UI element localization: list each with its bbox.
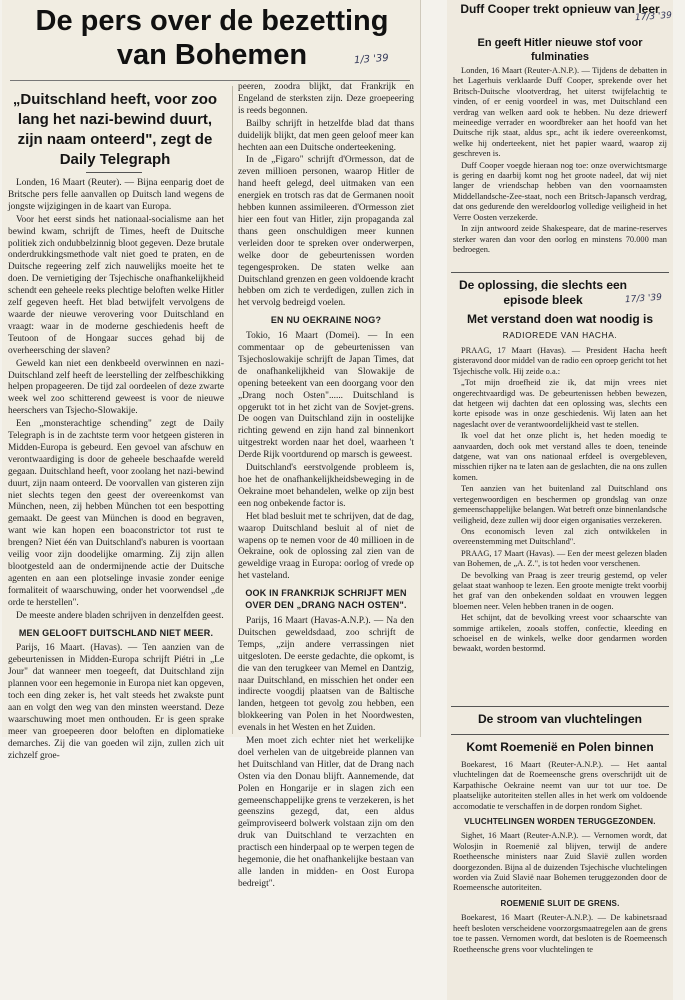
paragraph: Parijs, 16 Maart (Havas-A.N.P.). — Na den Duitschen geweldsdaad, zoo schrijft de Temps, „zijn andere verrassingen niet uitgesloten. De eerste gedachte, die opkomt, is die van den terugkeer van Memel en Dantzig, naar Duitschland, en misschien het onder een indirecte voogdij plaatsen van de Baltische landen, hetgeen tot gevolg zou hebben, een blokkeering van Polen in het Noordwesten, evenals in het Westen en het Zuiden. <box>238 615 414 734</box>
duff-cooper-body <box>453 66 667 262</box>
paragraph: PRAAG, 17 Maart (Havas). — President Hacha heeft gisteravond door middel van de radio een oproep gericht tot het Tsjechische volk. Hij zeide o.a.: <box>453 346 667 376</box>
section-heading: EN NU OEKRAINE NOG? <box>270 315 382 326</box>
paragraph: Londen, 16 Maart (Reuter-A.N.P.). — Tijdens de debatten in het Lagerhuis verklaarde Duff Cooper, sprekende over het Britsch-Duitsche vlootverdrag, het uiterst twijfelachtig te vinden, of er eenig voordeel in was, met Duitschland een verdrag van welken aard ook te hebben. Nu deze driewerf meineedige verrader en woordbreker aan het hoofd van het Duitsche rijk staat, aldus spr., acht ik iedere overeenkomst, welke hij onderteekent, niet het papier waard, waarop zij geschreven is. <box>453 66 667 159</box>
paragraph: Ons economisch leven zal zich ontwikkelen in overeenstemming met Duitschland". <box>453 526 667 547</box>
paragraph: In de „Figaro" schrijft d'Ormesson, dat de zeven millioen personen, waarop Hitler de hand heeft gelegd, deel uitmaken van een energiek en trotsch ras dat de Germanen nooit hebben kunnen assimileeren. d'Ormesson ziet hier een fout van Hitler, zijn propaganda zal thans geen onschuldigen meer kunnen verleiden door te spreken over onderwerpen, welke door de gebeurtenissen worden tegengesproken. De staten welke aan Duitschland grenzen en geen voldoende kracht hebben om zich te verdedigen, zullen zich in het vervolg bedreigd voelen. <box>238 155 414 309</box>
right-clipping <box>447 0 673 1000</box>
paragraph: Duitschland's eerstvolgende probleem is, hoe het de onafhankelijkheidsbeweging in de Oekraine moet behandelen, welke op zijn best een nog onbekende factor is. <box>238 463 414 509</box>
paragraph: PRAAG, 17 Maart (Havas). — Een der meest gelezen bladen van Bohemen, de „A. Z.", is tot heden voor verschenen. <box>453 548 667 569</box>
paragraph: Voor het eerst sinds het nationaal-socialisme aan het bewind kwam, schrijft de Times, heeft de Duitsche politiek zich ondubbelzinnig bloot gegeven. Deze brutale onderdrukkingsmethode valt niet goed te praten, en de Duitsche regeering zelf zich nauwelijks moeite het te doen. De vernietiging der Tsjechische onafhankelijkheid schendt een geheele reeks plechtige beloften welke Hitler zelf gegeven heeft. Het blad betwijfelt vervolgens de waarde der nieuwe verovering voor Duitschland en vraagt: waar in de moderne geschiedenis heeft de Teutoon of de Hongaar succes gehad bij de overheersching der slaven? <box>8 214 224 356</box>
paragraph: Duff Cooper voegde hieraan nog toe: onze overwichtsmarge is gering en daarbij komt nog het groote nadeel, dat wij niet langer de vriendschap hebben van den voornaamsten Middellandsche-Zee-staat, noch een Britsch-Japansch verdrag, dat ons gedurende den wereldoorlog volledige veiligheid in het Verre Oosten verzekerde. <box>453 160 667 222</box>
refugee-body <box>453 760 667 998</box>
paragraph: Parijs, 16 Maart. (Havas). — Ten aanzien van de gebeurtenissen in Midden-Europa schrijft Piétri in „Le Jour" dat wanneer men toegeeft, dat Duitschland zijn plannen voor een hegemonie in Europa niet kan opgeven, toch een ding zeker is, het valt steeds het zwakste punt aan en volgt den weg van den minsten weerstand. Deze waarschuwing moet men onthouden. Er is geen sprake meer van groepeeren door beloften en diplomatieke demarches. Zij die van goeden wil zijn, zullen zich uit zichzelf groe- <box>8 643 224 761</box>
subheadline: „Duitschland heeft, voor zoo lang het nazi-bewind duurt, zijn naam onteerd", zegt de Daily Telegraph <box>12 91 218 168</box>
handwritten-date: 17/3 '39 <box>634 10 673 24</box>
subheadline-rule <box>86 172 142 173</box>
mid-subhead: Met verstand doen wat noodig is <box>466 312 654 326</box>
left-clipping <box>2 0 421 889</box>
section-heading: MEN GELOOFT DUITSCHLAND NIET MEER. <box>18 627 214 638</box>
mid-kicker: RADIOREDE VAN HACHA. <box>502 330 618 340</box>
section-rule <box>451 734 669 735</box>
section-heading: VLUCHTELINGEN WORDEN TERUGGEZONDEN. <box>464 817 656 827</box>
paragraph: Ik voel dat het onze plicht is, het heden moedig te aanvaarden, doch ook met verstand alles te doen, teneinde datgene, wat van ons nationaal erfdeel is overgebleven, misschien rijker na te laten aan de geslachten, die na ons zullen komen. <box>453 431 667 482</box>
section-heading: ROEMENIË SLUIT DE GRENS. <box>500 898 620 908</box>
refugee-headline: De stroom van vluchtelingen <box>477 712 643 726</box>
column-2 <box>238 82 414 889</box>
paragraph: Ten aanzien van het buitenland zal Duitschland ons vertegenwoordigen en beschermen op grondslag van onze gemeenschappelijke belangen. Wat betreft onze binnenlandsche veiligheid, deze zullen wij door eigen organisaties verzekeren. <box>453 484 667 525</box>
column-divider <box>232 86 233 734</box>
headline: De pers over de bezetting van Bohemen <box>35 5 389 71</box>
paragraph: Een „monsterachtige schending" zegt de Daily Telegraph is in de zachtste term voor hetgeen gisteren in Midden-Europa is gebeurd. Een gevoel van afschuw en verontwaardiging is door de geheele beschaafde wereld gegaan. Duitschland heeft, voor zoolang het nazi-bewind duurt, zijn naam onteerd. De voorvallen van gisteren zijn niet slechts tegen den geest der overeenkomst van München, neen, zij hebben München tot een bespotting gemaakt. De geest van München is dood en begraven, want wie kan hopen een boaconstrictor tot rust te brengen? Niet één van Duitschland's naburen is voortaan veilig voor zijn doodelijke omarming. Zij zijn allen blootgesteld aan de ondermijnende actie der Duitsche agenten en aan een plotselinge invasie zonder eenige formaliteit of waarschuwing, onder het voorwendsel „de orde te herstellen". <box>8 419 224 608</box>
paragraph: „Tot mijn droefheid zie ik, dat mijn vrees niet ongerechtvaardigd was. De gebeurtenissen hebben bewezen, dat hetgeen wij dachten dat een oplossing was, slechts een korte episode was in onze geschiedenis. Wij laten aan het nageslacht over de verantwoordelijkheid vast te stellen. <box>453 378 667 429</box>
paragraph: Het blad besluit met te schrijven, dat de dag, waarop Duitschland besluit al of niet de wapens op te nemen voor de 40 millioen in de Oekraine, ook de oplossing zal zien van de geweldige vraag in Europa: oorlog of vrede op het vasteland. <box>238 511 414 582</box>
section-rule <box>451 272 669 273</box>
paragraph: Geweld kan niet een denkbeeld overwinnen en nazi-Duitschland zelf heeft de leerstelling der zelfbeschikking helpen propageeren. De tijd zal oordeelen of deze zwarte week wel zoo schitterend geweest is voor de nieuwe heerschers van Tsjecho-Slowakije. <box>8 358 224 417</box>
paragraph: Boekarest, 16 Maart (Reuter-A.N.P.). — Het aantal vluchtelingen dat de Roemeensche grens overschrijdt uit de Karpathische Oekraine neemt van uur tot uur toe. De plaatselijke autoriteiten stellen alles in het werk om voldoende accomodatie te verschaffen in de dorpen rondom Sighet. <box>453 760 667 811</box>
paragraph: Londen, 16 Maart (Reuter). — Bijna eenparig doet de Britsche pers felle aanvallen op Duitsch land wegens de jongste wijzigingen in de kaart van Europa. <box>8 178 224 212</box>
paragraph: Het schijnt, dat de bevolking vreest voor schaarschte van sommige artikelen, zooals stoffen, confectie, kleeding en schoeisel en de winkels, welke door gendarmen worden bewaakt, worden bestormd. <box>453 613 667 654</box>
paragraph: De meeste andere bladen schrijven in denzelfden geest. <box>16 610 224 621</box>
top-subhead: En geeft Hitler nieuwe stof voor fulminaties <box>477 37 643 63</box>
paragraph: Tokio, 16 Maart (Domei). — In een commentaar op de gebeurtenissen van Tsjechoslowakije schrijft de Japan Times, dat de onafhankelijkheid van Slowakije de opening beteekent van een doorgang voor den „Drang noch Osten"...... Duitschland is opgerukt tot in het zicht van de Sovjet-grens. De oogen van Duitschland zijn in oostelijke richting gewend en zijn hand zal binnenkort uitgestrekt worden naar het doel, waarheen 't Derde Rijk voortdurend op marsch is geweest. <box>238 331 414 461</box>
paragraph: Bailby schrijft in hetzelfde blad dat thans duidelijk blijkt, dat men geen geloof meer kan hechten aan een Duitsche onderteekening. <box>238 118 414 153</box>
handwritten-date: 17/3 '39 <box>624 292 663 306</box>
paragraph: Boekarest, 16 Maart (Reuter-A.N.P.). — De kabinetsraad heeft besloten verscheidene voorzorgsmaatregelen aan de grens toe te passen. Vernomen wordt, dat besloten is de Roemeensch Roetheensche grens voor vluchtelingen te <box>453 913 667 954</box>
section-rule <box>451 706 669 707</box>
paragraph: De bevolking van Praag is zeer treurig gestemd, op veler gelaat staat wanhoop te lezen. Een groote menigte trekt voorbij het graf van den onbekenden soldaat en vrouwen leggen bloemen neer. Velen hebben tranen in de oogen. <box>453 570 667 611</box>
hacha-body <box>453 346 667 700</box>
paragraph: peeren, zoodra blijkt, dat Frankrijk en Engeland de sterksten zijn. Deze groepeering is reeds begonnen. <box>238 82 414 116</box>
column-1 <box>8 178 224 761</box>
paragraph: Men moet zich echter niet het werkelijke doel verhelen van de uitgebreide plannen van het Duitschland van Hitler, dat de Drang nach Osten via den Donau blijft. Aannemende, dat Polen en Hongarije er in slagen zich een gemeenschappelijke grens te verzekeren, is het geenszins gezegd, dat, een aldus geïmproviseerd bolwerk volstaan zijn om den druk van Duitschland te verzachten en practisch een hinderpaal op te werpen tegen de hegemonie, die het onafhankelijke bestaan van alle landen in midden- en Oost Europa bedreigt". <box>238 736 414 889</box>
paragraph: In zijn antwoord zeide Shakespeare, dat de marine-reserves sterker waren dan voor den oorlog en minstens 70.000 man bedroegen. <box>453 224 667 254</box>
top-headline: Duff Cooper trekt opnieuw van leer <box>460 2 660 16</box>
paragraph: Sighet, 16 Maart (Reuter-A.N.P.). — Vernomen wordt, dat Wolosjin in Roemenië zal blijven, terwijl de andere Roetheensche ministers naar Zuid Slavië zullen worden doorgezonden. Bijna al de duizenden Tsjechische vluchtelingen worden via Zuid Slavië naar Bohemen teruggezonden door de Roemeensche autoriteiten. <box>453 831 667 893</box>
section-heading: OOK IN FRANKRIJK SCHRIJFT MEN OVER DEN „DRANG NACH OSTEN". <box>245 588 407 611</box>
handwritten-date: 1/3 '39 <box>353 52 390 67</box>
refugee-subhead: Komt Roemenië en Polen binnen <box>466 740 654 754</box>
headline-rule <box>10 80 410 81</box>
mid-headline: De oplossing, die slechts een episode bleek <box>458 278 628 307</box>
